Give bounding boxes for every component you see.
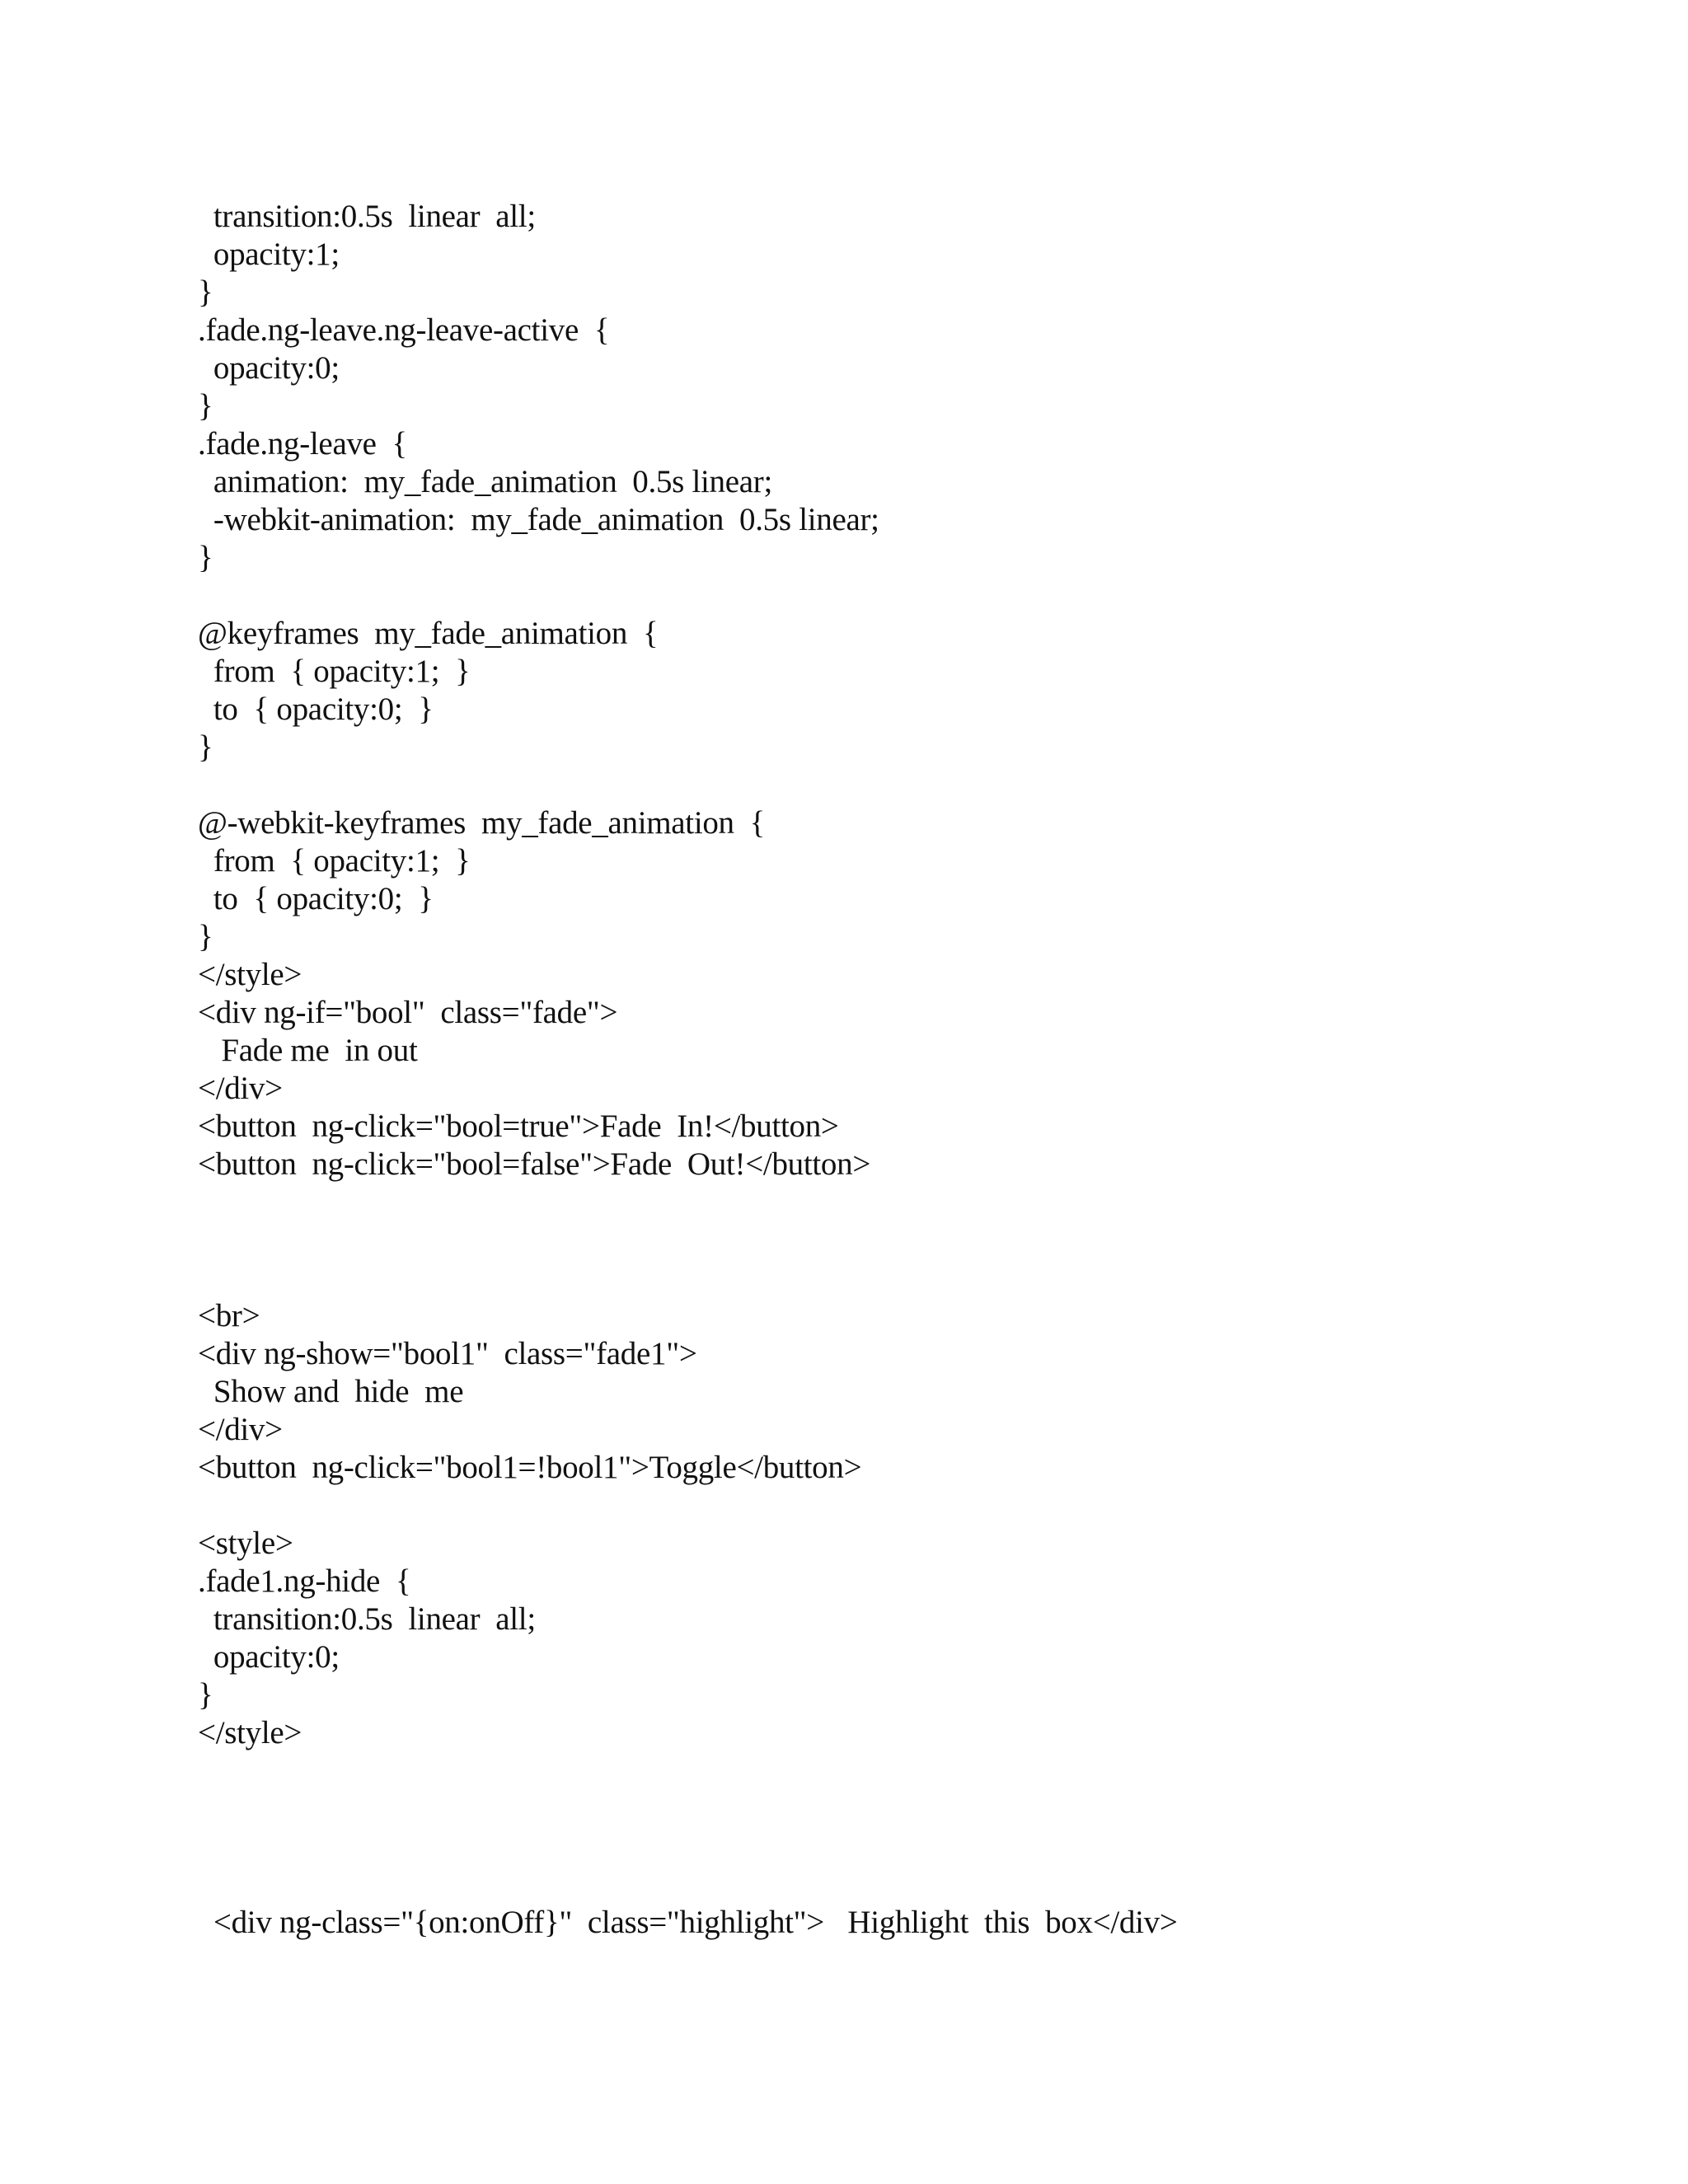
code-line: <br> — [198, 1298, 260, 1333]
code-line: opacity:0; — [198, 350, 340, 386]
code-line: } — [198, 729, 213, 765]
code-line: <button ng-click="bool=true">Fade In!</button> — [198, 1108, 839, 1144]
code-line: } — [198, 919, 213, 954]
code-line: </div> — [198, 1412, 283, 1447]
code-line: .fade1.ng-hide { — [198, 1563, 411, 1599]
code-line: Show and hide me — [198, 1374, 464, 1409]
code-line: @-webkit-keyframes my_fade_animation { — [198, 805, 766, 841]
code-line: } — [198, 540, 213, 575]
code-line: to { opacity:0; } — [198, 691, 434, 727]
code-line: -webkit-animation: my_fade_animation 0.5s linear; — [198, 502, 879, 537]
code-line: } — [198, 388, 213, 424]
code-line: </style> — [198, 1715, 302, 1750]
code-line: Fade me in out — [198, 1033, 418, 1068]
code-line: <div ng-show="bool1" class="fade1"> — [198, 1336, 697, 1371]
code-line: } — [198, 274, 213, 310]
code-line: @keyframes my_fade_animation { — [198, 616, 659, 651]
code-line: transition:0.5s linear all; — [198, 1601, 536, 1637]
code-line: } — [198, 1677, 213, 1713]
code-line: opacity:0; — [198, 1639, 340, 1675]
code-line: </div> — [198, 1071, 283, 1106]
code-line: from { opacity:1; } — [198, 843, 471, 879]
code-line: to { opacity:0; } — [198, 881, 434, 916]
code-line: .fade.ng-leave { — [198, 426, 407, 462]
code-line: <div ng-if="bool" class="fade"> — [198, 995, 618, 1030]
code-line: <div ng-class="{on:onOff}" class="highlight"> Highlight this box</div> — [198, 1905, 1178, 1940]
code-line: animation: my_fade_animation 0.5s linear; — [198, 464, 772, 499]
code-line: <style> — [198, 1526, 293, 1561]
code-line: .fade.ng-leave.ng-leave-active { — [198, 312, 610, 348]
code-line: <button ng-click="bool1=!bool1">Toggle</button> — [198, 1450, 862, 1485]
code-line: from { opacity:1; } — [198, 654, 471, 689]
code-line: <button ng-click="bool=false">Fade Out!</button> — [198, 1146, 871, 1182]
code-line: </style> — [198, 957, 302, 992]
code-line: transition:0.5s linear all; — [198, 199, 536, 234]
code-line: opacity:1; — [198, 237, 340, 272]
